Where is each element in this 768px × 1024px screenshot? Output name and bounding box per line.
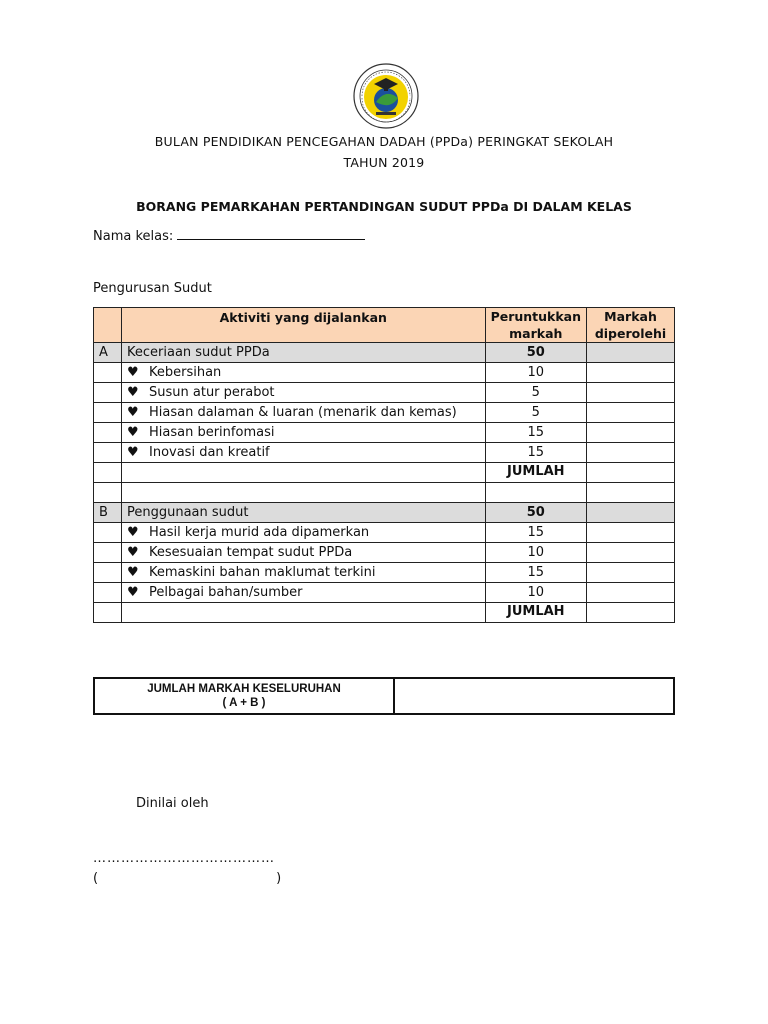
heart-bullet-icon: ♥	[127, 425, 139, 440]
grand-total-label	[94, 678, 394, 714]
grand-total-line-2: ( A + B )	[222, 697, 266, 709]
paren-open: (	[93, 871, 99, 886]
heart-bullet-icon: ♥	[127, 585, 139, 600]
item-value: 15	[485, 523, 586, 543]
item-value: 15	[485, 423, 586, 443]
spacer-row	[94, 483, 675, 503]
table-row	[94, 543, 675, 563]
scoring-table	[93, 307, 675, 623]
header-allocation: Peruntukkan markah	[485, 308, 586, 343]
section-b-total-marks[interactable]	[587, 603, 675, 623]
heart-bullet-icon: ♥	[127, 565, 139, 580]
signature-dotted-line[interactable]: …………………………………	[93, 851, 275, 866]
item-label: Susun atur perabot	[149, 385, 275, 400]
class-name-blank[interactable]	[177, 227, 365, 240]
item-marks[interactable]	[587, 523, 675, 543]
item-value: 10	[485, 363, 586, 383]
item-label: Kemaskini bahan maklumat terkini	[149, 565, 376, 580]
item-marks[interactable]	[587, 363, 675, 383]
item-label: Hiasan berinfomasi	[149, 425, 275, 440]
table-row	[94, 583, 675, 603]
header-line-1: BULAN PENDIDIKAN PENCEGAHAN DADAH (PPDa) PERINGKAT SEKOLAH	[154, 134, 614, 149]
header-activity: Aktiviti yang dijalankan	[122, 308, 486, 343]
item-marks[interactable]	[587, 563, 675, 583]
item-label: Kesesuaian tempat sudut PPDa	[149, 545, 353, 560]
table-row	[94, 423, 675, 443]
item-marks[interactable]	[587, 403, 675, 423]
heart-bullet-icon: ♥	[127, 445, 139, 460]
section-a-letter: A	[94, 343, 122, 363]
item-label: Kebersihan	[149, 365, 222, 380]
section-a-total-row	[94, 463, 675, 483]
item-label: Pelbagai bahan/sumber	[149, 585, 303, 600]
item-label: Inovasi dan kreatif	[149, 445, 270, 460]
class-name-field[interactable]	[93, 227, 365, 244]
section-b-total-row	[94, 603, 675, 623]
item-marks[interactable]	[587, 583, 675, 603]
signature-name-field[interactable]	[93, 871, 281, 886]
item-value: 5	[485, 403, 586, 423]
section-b-allocation: 50	[485, 503, 586, 523]
item-marks[interactable]	[587, 423, 675, 443]
section-b-marks[interactable]	[587, 503, 675, 523]
grand-total-table	[93, 677, 675, 715]
paren-close: )	[276, 871, 282, 886]
section-a-allocation: 50	[485, 343, 586, 363]
heart-bullet-icon: ♥	[127, 385, 139, 400]
heart-bullet-icon: ♥	[127, 405, 139, 420]
item-value: 15	[485, 443, 586, 463]
section-label: Pengurusan Sudut	[93, 281, 212, 296]
section-a-marks[interactable]	[587, 343, 675, 363]
item-value: 10	[485, 543, 586, 563]
table-row	[94, 403, 675, 423]
heart-bullet-icon: ♥	[127, 525, 139, 540]
item-value: 15	[485, 563, 586, 583]
section-b-title: Penggunaan sudut	[122, 503, 486, 523]
form-title: BORANG PEMARKAHAN PERTANDINGAN SUDUT PPDa DI DALAM KELAS	[136, 199, 632, 214]
section-b-row	[94, 503, 675, 523]
heart-bullet-icon: ♥	[127, 365, 139, 380]
item-value: 10	[485, 583, 586, 603]
table-header-row	[94, 308, 675, 343]
section-a-row	[94, 343, 675, 363]
section-a-title: Keceriaan sudut PPDa	[122, 343, 486, 363]
item-label: Hasil kerja murid ada dipamerkan	[149, 525, 370, 540]
class-name-label: Nama kelas:	[93, 229, 174, 244]
header-line-2: TAHUN 2019	[343, 155, 425, 170]
item-label: Hiasan dalaman & luaran (menarik dan kemas)	[149, 405, 457, 420]
grand-total-value-cell[interactable]	[394, 678, 674, 714]
evaluated-by-label: Dinilai oleh	[136, 796, 209, 811]
heart-bullet-icon: ♥	[127, 545, 139, 560]
header-marks: Markah diperolehi	[587, 308, 675, 343]
table-row	[94, 363, 675, 383]
table-row	[94, 443, 675, 463]
section-a-total-label: JUMLAH	[485, 463, 586, 483]
table-row	[94, 563, 675, 583]
grand-total-line-1: JUMLAH MARKAH KESELURUHAN	[147, 683, 341, 695]
section-b-total-label: JUMLAH	[485, 603, 586, 623]
section-a-total-marks[interactable]	[587, 463, 675, 483]
item-marks[interactable]	[587, 383, 675, 403]
header-cell-blank	[94, 308, 122, 343]
school-crest-logo	[352, 62, 420, 130]
item-marks[interactable]	[587, 443, 675, 463]
table-row	[94, 383, 675, 403]
item-value: 5	[485, 383, 586, 403]
table-row	[94, 523, 675, 543]
item-marks[interactable]	[587, 543, 675, 563]
section-b-letter: B	[94, 503, 122, 523]
